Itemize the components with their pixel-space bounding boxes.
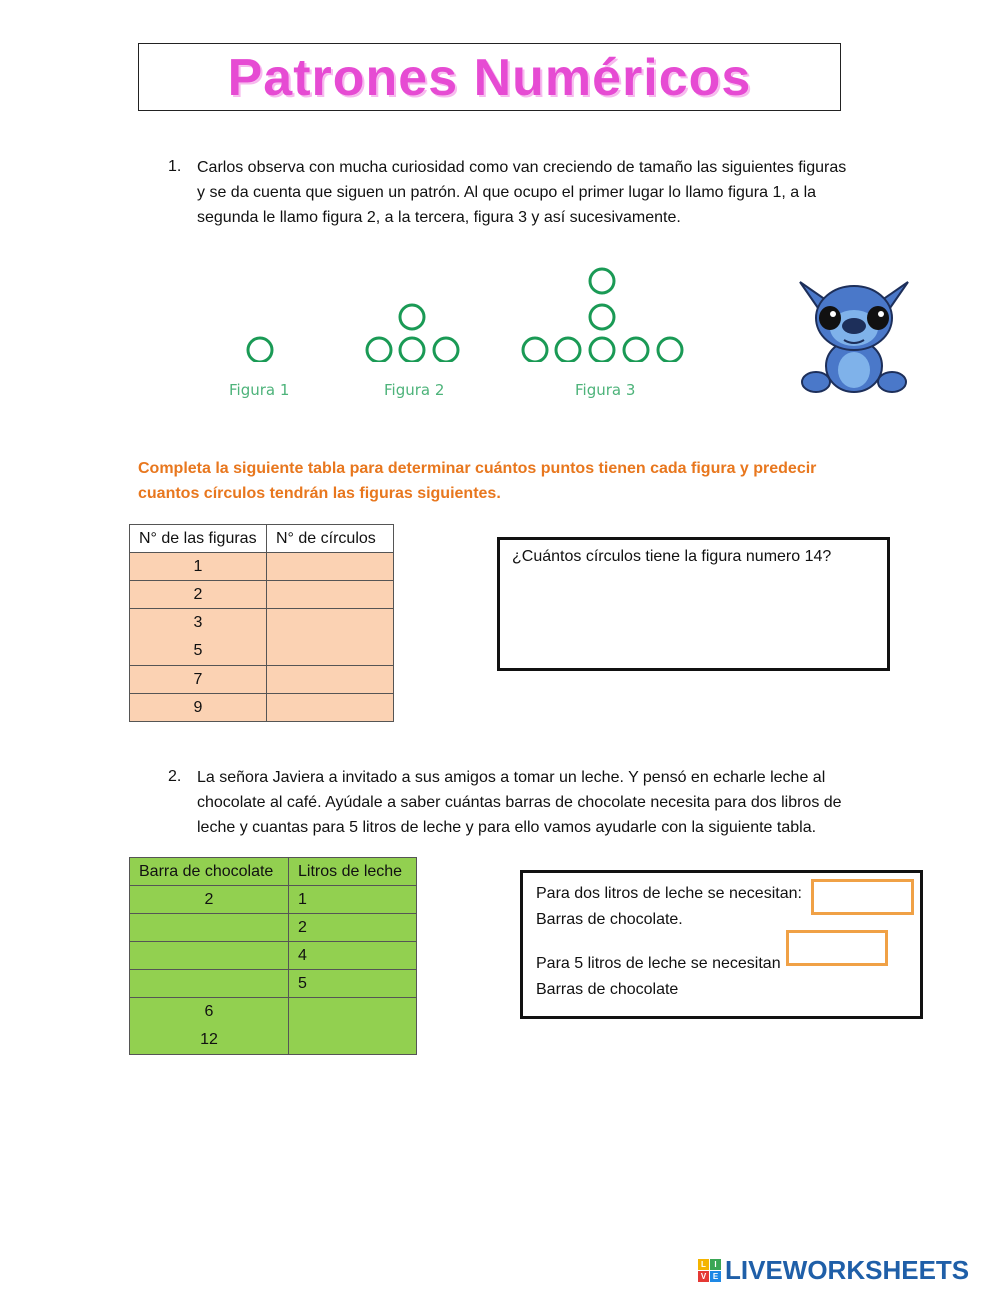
answer-line-3: Para 5 litros de leche se necesitan <box>536 955 781 972</box>
figure-2-circle <box>434 338 458 362</box>
character-illustration <box>798 270 910 400</box>
footer-brand <box>698 1256 969 1284</box>
circles-answer-cell[interactable] <box>267 581 394 609</box>
table-header-cell: N° de círculos <box>267 525 394 553</box>
figure-2-circle <box>367 338 391 362</box>
litros-cell: 1 <box>289 886 417 914</box>
table-row <box>130 694 394 722</box>
pattern-figures <box>215 262 705 362</box>
circles-answer-cell[interactable] <box>267 609 394 666</box>
answer-line-1: Para dos litros de leche se necesitan: <box>536 885 802 902</box>
title-box <box>138 43 841 111</box>
figure-number-cell <box>130 609 267 666</box>
brand-logo-icon <box>698 1259 721 1282</box>
figure-3-circle <box>523 338 547 362</box>
question-2-text <box>197 765 887 840</box>
chocolate-answer-box <box>520 870 923 1019</box>
instruction-line: cuantos círculos tendrán las figuras siguientes. <box>138 485 501 502</box>
barras-cell <box>130 998 289 1055</box>
litros-cell: 5 <box>289 970 417 998</box>
barras-value: 12 <box>200 1031 218 1048</box>
table-row <box>130 581 394 609</box>
chocolate-table <box>129 857 417 1055</box>
table-header-cell: N° de las figuras <box>130 525 267 553</box>
figures-table <box>129 524 394 722</box>
question-2-line: leche y cuantas para 5 litros de leche y para ello vamos ayudarle con la siguiente tabla. <box>197 819 817 836</box>
question-1-line: y se da cuenta que siguen un patrón. Al que ocupo el primer lugar lo llamo figura 1, a la <box>197 184 817 201</box>
figure-2-label: Figura 2 <box>384 381 445 399</box>
barras-cell: 2 <box>130 886 289 914</box>
circles-answer-cell[interactable] <box>267 553 394 581</box>
circles-answer-cell[interactable] <box>267 694 394 722</box>
brand-name: LIVEWORKSHEETS <box>725 1254 970 1285</box>
figure-3-circle <box>658 338 682 362</box>
figure-2-circle <box>400 305 424 329</box>
figure-3-circle <box>590 338 614 362</box>
brand-logo-letter: V <box>698 1271 709 1282</box>
circles-answer-cell[interactable] <box>267 666 394 694</box>
table-header-row <box>130 858 417 886</box>
figure-number-cell: 1 <box>130 553 267 581</box>
two-liters-answer-input[interactable] <box>811 879 914 915</box>
question-1-text <box>197 155 877 230</box>
question-2-line: chocolate al café. Ayúdale a saber cuántas barras de chocolate necesita para dos libros de <box>197 794 842 811</box>
figure-number-cell: 9 <box>130 694 267 722</box>
table-row <box>130 553 394 581</box>
figure-3-circle <box>590 269 614 293</box>
table-row <box>130 970 417 998</box>
litros-cell: 2 <box>289 914 417 942</box>
table-row <box>130 666 394 694</box>
figure-1-circle <box>248 338 272 362</box>
barras-value: 6 <box>204 1003 214 1020</box>
answer-line-4: Barras de chocolate <box>536 981 679 998</box>
question-14-box[interactable] <box>497 537 890 671</box>
answer-line-2: Barras de chocolate. <box>536 911 683 928</box>
brand-logo-letter: L <box>698 1259 709 1270</box>
figure-number: 5 <box>193 642 203 659</box>
figure-3-circle <box>590 305 614 329</box>
barras-answer-cell[interactable] <box>130 942 289 970</box>
question-1-line: Carlos observa con mucha curiosidad como van creciendo de tamaño las siguientes figuras <box>197 159 847 176</box>
figure-3-label: Figura 3 <box>575 381 636 399</box>
question-14-text: ¿Cuántos círculos tiene la figura numero 14? <box>512 548 832 565</box>
figure-number-cell: 7 <box>130 666 267 694</box>
instruction-line: Completa la siguiente tabla para determinar cuántos puntos tienen cada figura y predecir <box>138 460 817 477</box>
figure-1-label: Figura 1 <box>229 381 290 399</box>
table-row <box>130 886 417 914</box>
table-row <box>130 914 417 942</box>
brand-logo-letter: E <box>710 1271 721 1282</box>
question-2-line: La señora Javiera a invitado a sus amigos a tomar un leche. Y pensó en echarle leche al <box>197 769 826 786</box>
instruction-text <box>138 456 898 506</box>
figure-3-circle <box>624 338 648 362</box>
five-liters-answer-input[interactable] <box>786 930 888 966</box>
barras-answer-cell[interactable] <box>130 970 289 998</box>
litros-answer-cell[interactable] <box>289 998 417 1055</box>
barras-answer-cell[interactable] <box>130 914 289 942</box>
table-row <box>130 942 417 970</box>
figure-number: 3 <box>193 614 203 631</box>
page-title: Patrones Numéricos <box>227 49 752 107</box>
table-header-row <box>130 525 394 553</box>
litros-cell: 4 <box>289 942 417 970</box>
figure-3-circle <box>556 338 580 362</box>
question-2-number: 2. <box>168 768 182 785</box>
figure-2-circle <box>400 338 424 362</box>
table-header-cell: Barra de chocolate <box>130 858 289 886</box>
table-row <box>130 998 417 1055</box>
table-header-cell: Litros de leche <box>289 858 417 886</box>
table-row <box>130 609 394 666</box>
question-1-line: segunda le llamo figura 2, a la tercera, figura 3 y así sucesivamente. <box>197 209 681 226</box>
figure-number-cell: 2 <box>130 581 267 609</box>
brand-logo-letter: I <box>710 1259 721 1270</box>
question-1-number: 1. <box>168 158 182 175</box>
